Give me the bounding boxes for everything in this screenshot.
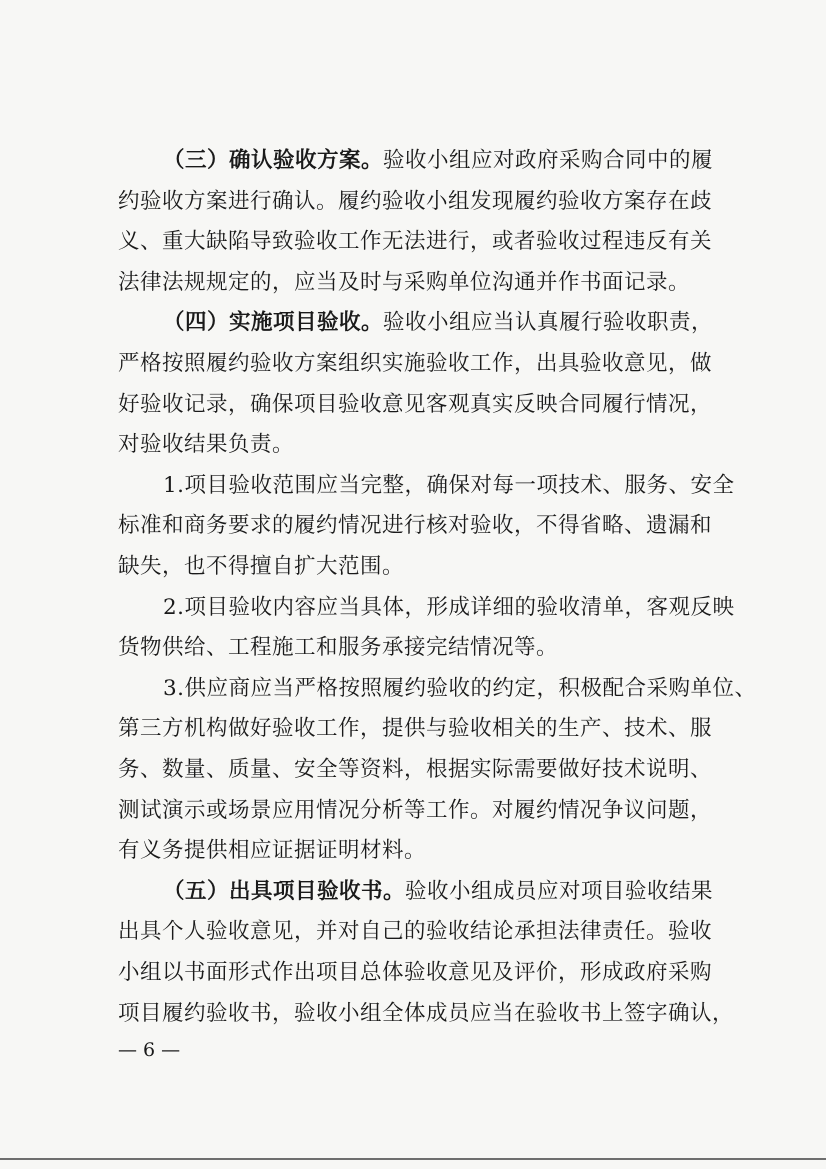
text-line: 第三方机构做好验收工作，提供与验收相关的生产、技术、服 [118,716,713,741]
section-heading: （三）确认验收方案。 [163,148,384,173]
page-number: — 6 — [118,1039,181,1061]
text-line: 约验收方案进行确认。履约验收小组发现履约验收方案存在歧 [118,189,713,214]
text-line: 法律法规规定的，应当及时与采购单位沟通并作书面记录。 [118,270,691,295]
text-line: （四）实施项目验收。验收小组应当认真履行验收职责， [163,310,714,335]
section-heading: （四）实施项目验收。 [163,310,384,335]
text-line: 好验收记录，确保项目验收意见客观真实反映合同履行情况， [118,392,713,417]
text-line: 测试演示或场景应用情况分析等工作。对履约情况争议问题， [118,798,713,823]
text-line: 1.项目验收范围应当完整，确保对每一项技术、服务、安全 [163,473,735,498]
scan-edge-line [0,1158,826,1160]
text-line: 小组以书面形式作出项目总体验收意见及评价，形成政府采购 [118,960,713,985]
text-line: 缺失，也不得擅自扩大范围。 [118,554,405,579]
text-line: （五）出具项目验收书。验收小组成员应对项目验收结果 [163,879,714,904]
text-line: 务、数量、质量、安全等资料，根据实际需要做好技术说明、 [118,757,713,782]
text-line: 3.供应商应当严格按照履约验收的约定，积极配合采购单位、 [163,676,757,701]
text-line: 货物供给、工程施工和服务承接完结情况等。 [118,635,559,660]
text-line: 2.项目验收内容应当具体，形成详细的验收清单，客观反映 [163,595,735,620]
text-line: 义、重大缺陷导致验收工作无法进行，或者验收过程违反有关 [118,229,713,254]
text-line: 有义务提供相应证据证明材料。 [118,838,427,863]
section-heading: （五）出具项目验收书。 [163,879,406,904]
text-line: （三）确认验收方案。验收小组应对政府采购合同中的履 [163,148,714,173]
text-line: 项目履约验收书，验收小组全体成员应当在验收书上签字确认， [118,1001,735,1026]
text-line: 对验收结果负责。 [118,432,295,457]
text-line: 严格按照履约验收方案组织实施验收工作，出具验收意见，做 [118,351,713,376]
text-line: 出具个人验收意见，并对自己的验收结论承担法律责任。验收 [118,919,713,944]
text-line: 标准和商务要求的履约情况进行核对验收，不得省略、遗漏和 [118,513,713,538]
